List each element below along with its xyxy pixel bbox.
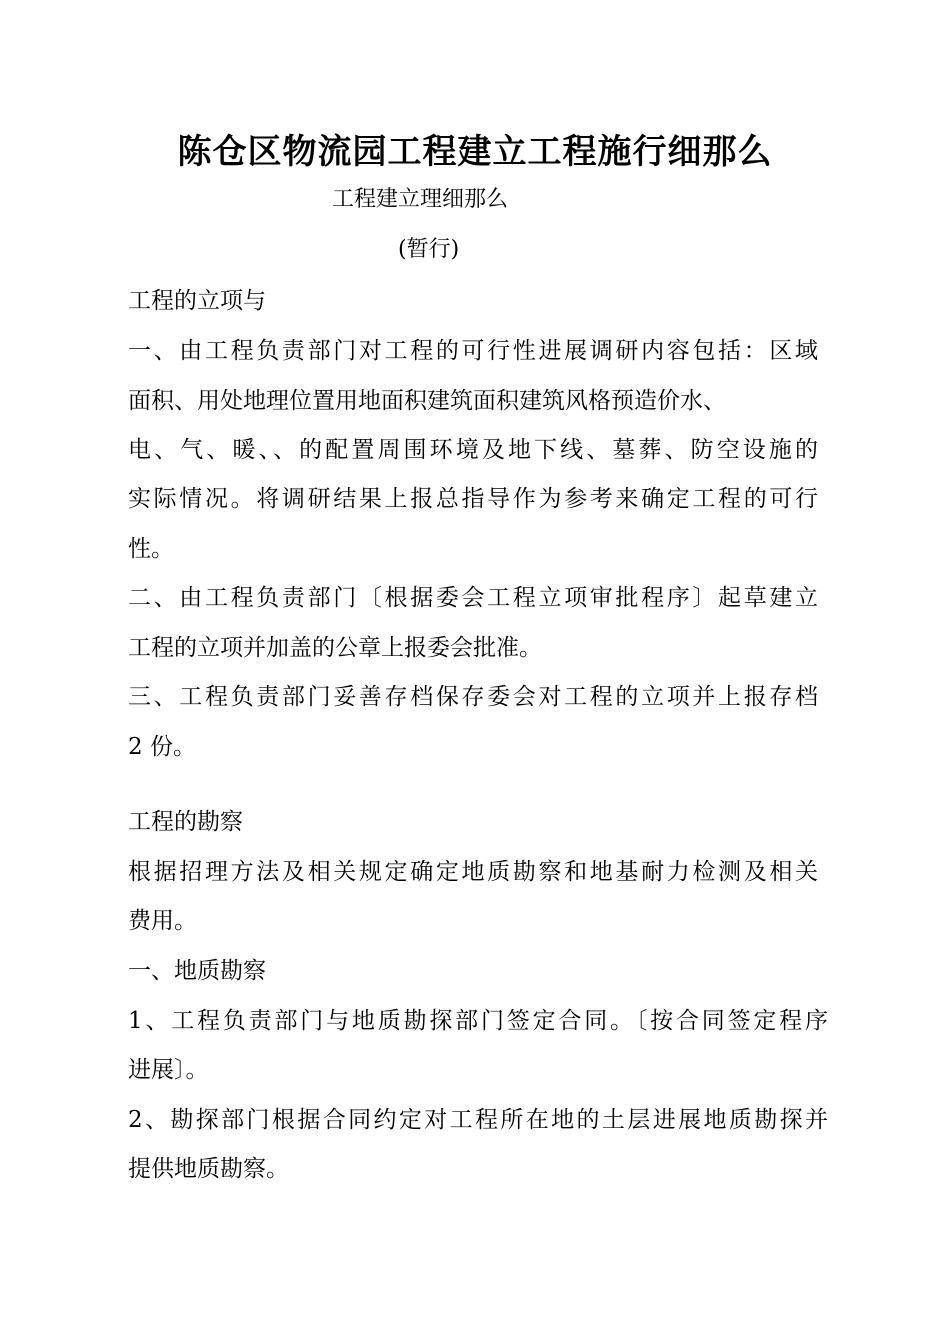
- section-heading-project-approval: 工程的立项与: [128, 288, 266, 314]
- section-heading-survey: 工程的勘察: [128, 809, 243, 835]
- paragraph-line: 面积、用处地理位置用地面积建筑面积建筑风格预造价水、: [128, 388, 726, 414]
- paragraph-line: 二、由工程负责部门〔根据委会工程立项审批程序〕起草建立: [128, 585, 818, 611]
- paragraph-line: 1、工程负责部门与地质勘探部门签定合同。〔按合同签定程序: [128, 1008, 828, 1034]
- paragraph-line: 电、气、暖、、的配置周围环境及地下线、墓葬、防空设施的: [128, 437, 818, 463]
- paragraph-line: 工程的立项并加盖的公章上报委会批准。: [128, 635, 542, 661]
- paragraph-line: 一、由工程负责部门对工程的可行性进展调研内容包括：区域: [128, 338, 818, 364]
- paragraph-line: 根据招理方法及相关规定确定地质勘察和地基耐力检测及相关: [128, 859, 818, 885]
- paragraph-line: 进展〕。: [128, 1057, 209, 1083]
- document-subtitle: 工程建立理细那么: [332, 187, 509, 212]
- provisional-note: (暂行): [398, 237, 460, 262]
- paragraph-line: 实际情况。将调研结果上报总指导作为参考来确定工程的可行: [128, 486, 818, 512]
- subsection-heading-geology: 一、地质勘察: [128, 958, 266, 984]
- paragraph-line: 费用。: [128, 908, 197, 934]
- paragraph-line: 2、勘探部门根据合同约定对工程所在地的土层进展地质勘探并: [128, 1107, 828, 1133]
- paragraph-line: 性。: [128, 536, 174, 562]
- document-title: 陈仓区物流园工程建立工程施行细那么: [177, 132, 773, 172]
- paragraph-line: 2 份。: [128, 734, 196, 760]
- paragraph-line: 三、工程负责部门妥善存档保存委会对工程的立项并上报存档: [128, 684, 818, 710]
- paragraph-line: 提供地质勘察。: [128, 1156, 289, 1182]
